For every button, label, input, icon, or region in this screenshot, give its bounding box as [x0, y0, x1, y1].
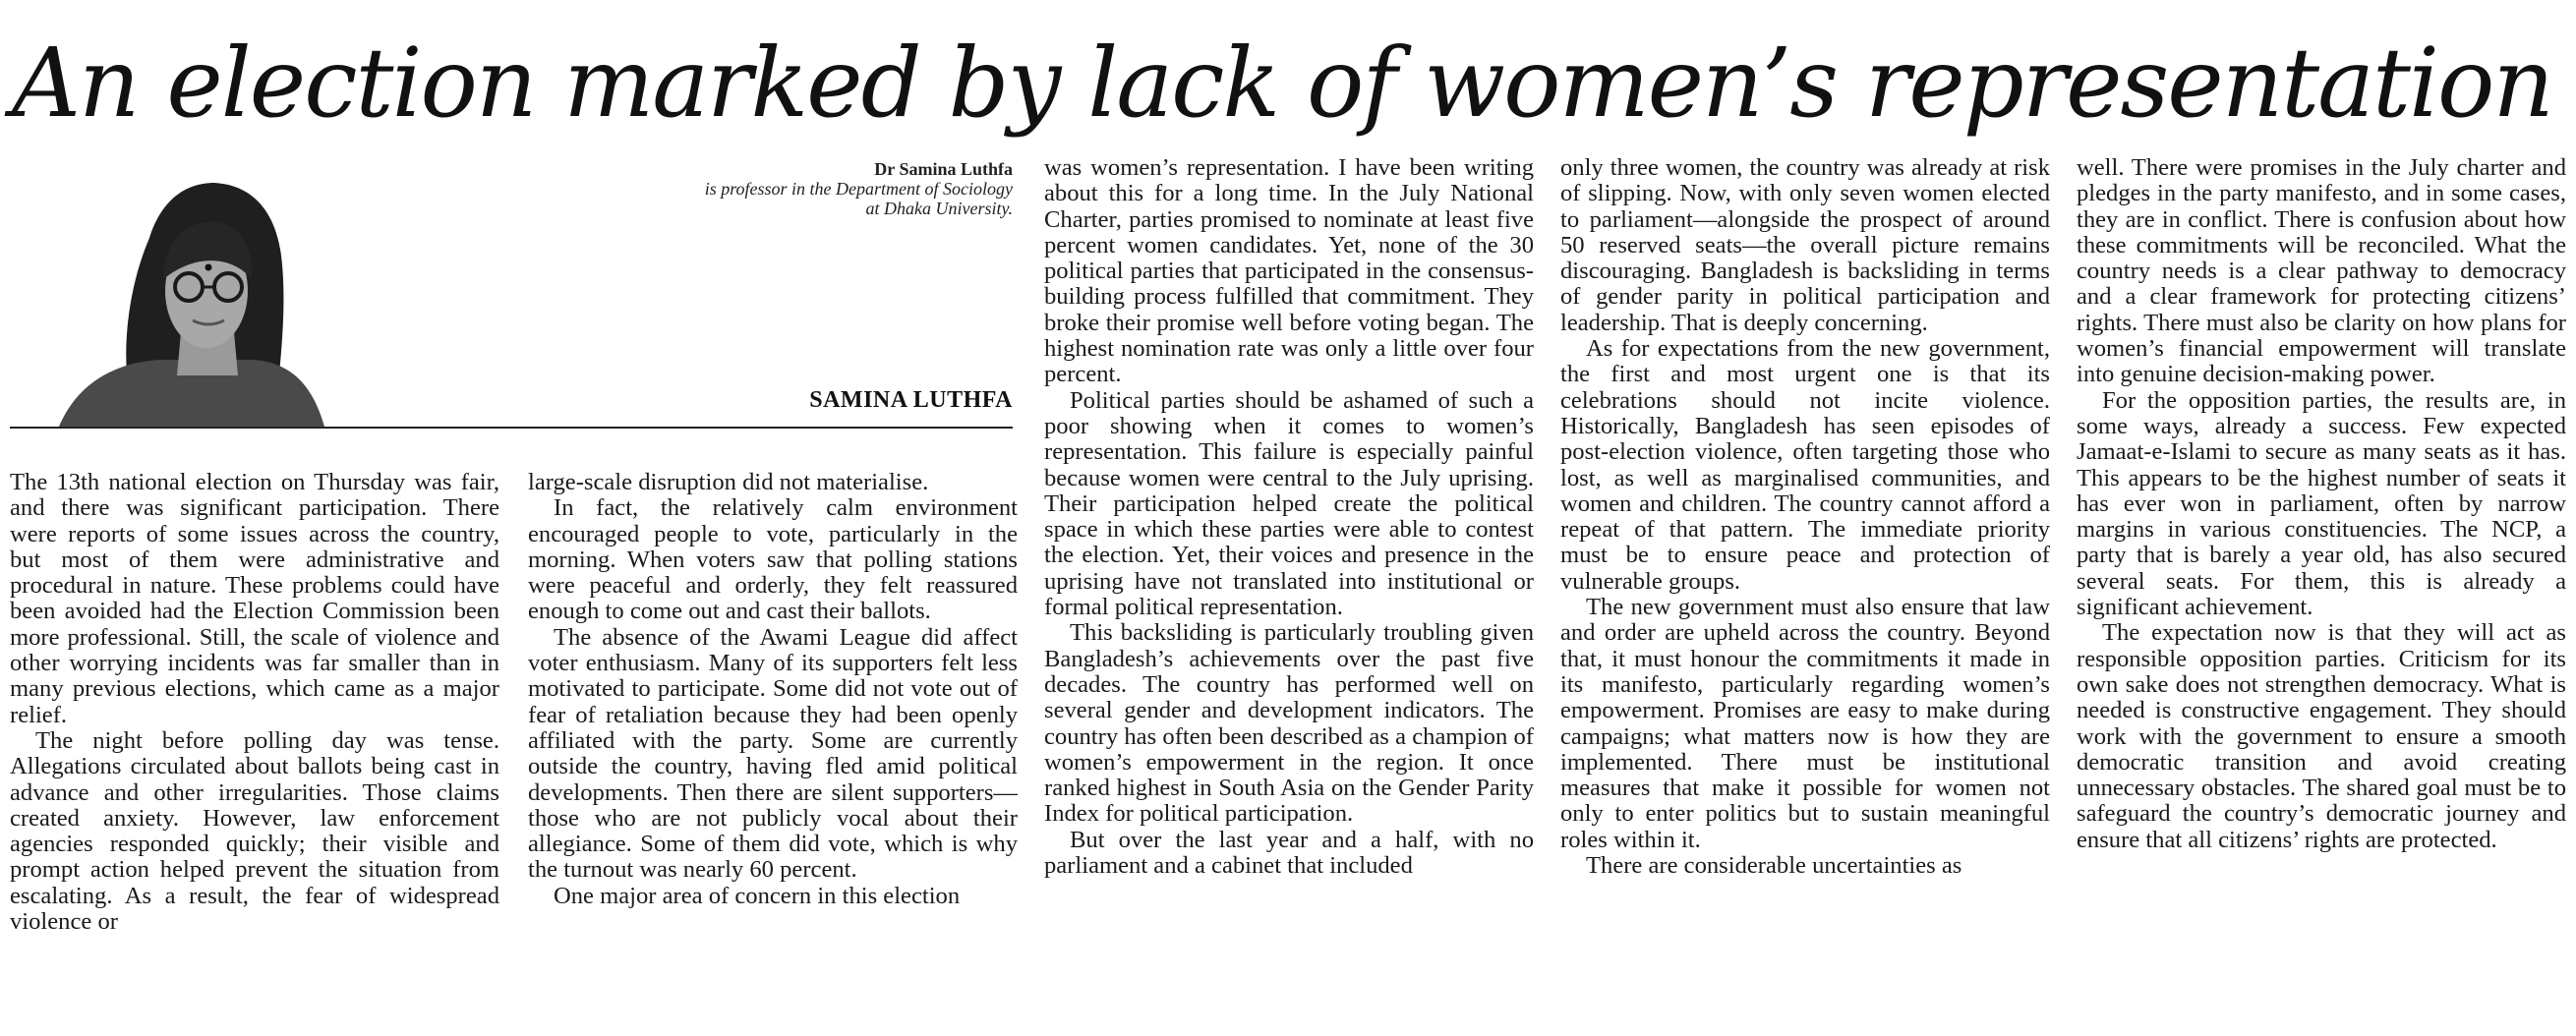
paragraph: The expectation now is that they will act as responsible opposition parties. Criticism for its own sake does not strengthen democracy. What is needed is constructive engagement. They should work with the government to ensure a smooth democratic transition and avoid creating unnecessary obstacles. The shared goal must be to safeguard the country’s democratic journey and ensure that all citizens’ rights are protected.	[2077, 619, 2566, 853]
paragraph: The new government must also ensure that law and order are upheld across the country. Beyond that, it must honour the commitments it made in its manifesto, particularly regarding women’s empowerment. Promises are easy to make during campaigns; what matters now is how they are implemented. There must be institutional measures that make it possible for women not only to enter politics but to sustain meaningful roles within it.	[1560, 594, 2050, 853]
author-byline	[688, 159, 1013, 218]
paragraph: was women’s representation. I have been writing about this for a long time. In the July National Charter, parties promised to nominate at least five percent women candidates. Yet, none of the 30 political parties that participated in the consensus-building process fulfilled that commitment. They broke their promise well before voting began. The highest nomination rate was only a little over four percent.	[1044, 155, 1534, 388]
paragraph: As for expectations from the new government, the first and most urgent one is that its celebrations should not incite violence. Historically, Bangladesh has seen episodes of post-election violence, often targeting those who lost, as well as marginalised communities, and women and children. The country cannot afford a repeat of that pattern. The immediate priority must be to ensure peace and protection of vulnerable groups.	[1560, 335, 2050, 595]
paragraph: well. There were promises in the July charter and pledges in the party manifesto, and in some cases, they are in conflict. There is confusion about how these commitments will be reconciled. What the country needs is a clear pathway to democracy and a clear framework for protecting citizens’ rights. There must also be clarity on how plans for women’s financial empowerment will translate into genuine decision-making power.	[2077, 155, 2566, 388]
paragraph: large-scale disruption did not materialise.	[528, 470, 929, 495]
paragraph: only three women, the country was already at risk of slipping. Now, with only seven women elected to parliament—alongside the prospect of around 50 reserved seats—the overall picture remains discouraging. Bangladesh is backsliding in terms of gender parity in political participation and leadership. That is deeply concerning.	[1560, 155, 2050, 336]
paragraph: This backsliding is particularly troubling given Bangladesh’s achievements over the past five decades. The country has performed well on several gender and development indicators. The country has often been described as a champion of women’s empowerment in the region. It once ranked highest in South Asia on the Gender Parity Index for political participation.	[1044, 619, 1534, 828]
article-column-2	[528, 470, 1018, 1032]
author-box	[10, 155, 1013, 429]
paragraph: For the opposition parties, the results are, in some ways, already a success. Few expected Jamaat-e-Islami to secure as many seats as it has. This appears to be the highest number of seats it has ever won in parliament, often by narrow margins in various constituencies. The NCP, a party that is barely a year old, has also secured several seats. For them, this is already a significant achievement.	[2077, 386, 2566, 621]
paragraph: There are considerable uncertainties as	[1586, 852, 1962, 880]
paragraph: But over the last year and a half, with no parliament and a cabinet that included	[1044, 826, 1534, 880]
paragraph: The absence of the Awami League did affect voter enthusiasm. Many of its supporters felt less motivated to participate. Some did not vote out of fear of retaliation because they had been openly affiliated with the party. Some are currently outside the country, having fled amid political developments. Then there are silent supporters—those who are not publicly vocal about their allegiance. Some of them did vote, which is why the turnout was nearly 60 percent.	[528, 623, 1018, 884]
paragraph: Political parties should be ashamed of such a poor showing when it comes to women’s representation. This failure is especially painful because women were central to the July uprising. Their participation helped create the political space in which these parties were able to contest the election. Yet, their voices and presence in the uprising have not translated into institutional or formal political representation.	[1044, 386, 1534, 621]
article-column-3	[1044, 155, 1534, 1032]
headline: An election marked by lack of women’s representation	[12, 28, 2552, 139]
author-description: is professor in the Department of Sociology at Dhaka University.	[704, 179, 1013, 218]
article-column-4	[1560, 155, 2050, 1032]
article-column-5	[2077, 155, 2566, 1032]
divider-rule	[10, 427, 1013, 429]
paragraph: In fact, the relatively calm environment encouraged people to vote, particularly in the morning. When voters saw that polling stations were peaceful and orderly, they felt reassured enough to come out and cast their ballots.	[528, 494, 1018, 625]
author-name: Dr Samina Luthfa	[874, 159, 1013, 179]
paragraph: One major area of concern in this election	[554, 882, 961, 909]
paragraph: The 13th national election on Thursday was fair, and there was significant participation. There were reports of some issues across the country, but most of them were administrative and procedural in nature. These problems could have been avoided had the Election Commission been more professional. Still, the scale of violence and other worrying incidents was far smaller than in many previous elections, which came as a major relief.	[10, 470, 499, 728]
author-name-caps: SAMINA LUTHFA	[809, 387, 1013, 413]
article-column-1	[10, 470, 499, 1032]
paragraph: The night before polling day was tense. Allegations circulated about ballots being cast in advance and other irregularities. Those claims created anxiety. However, law enforcement agencies responded quickly; their visible and prompt action helped prevent the situation from escalating. As a result, the fear of widespread violence or	[10, 726, 499, 936]
author-portrait-icon	[59, 165, 324, 427]
